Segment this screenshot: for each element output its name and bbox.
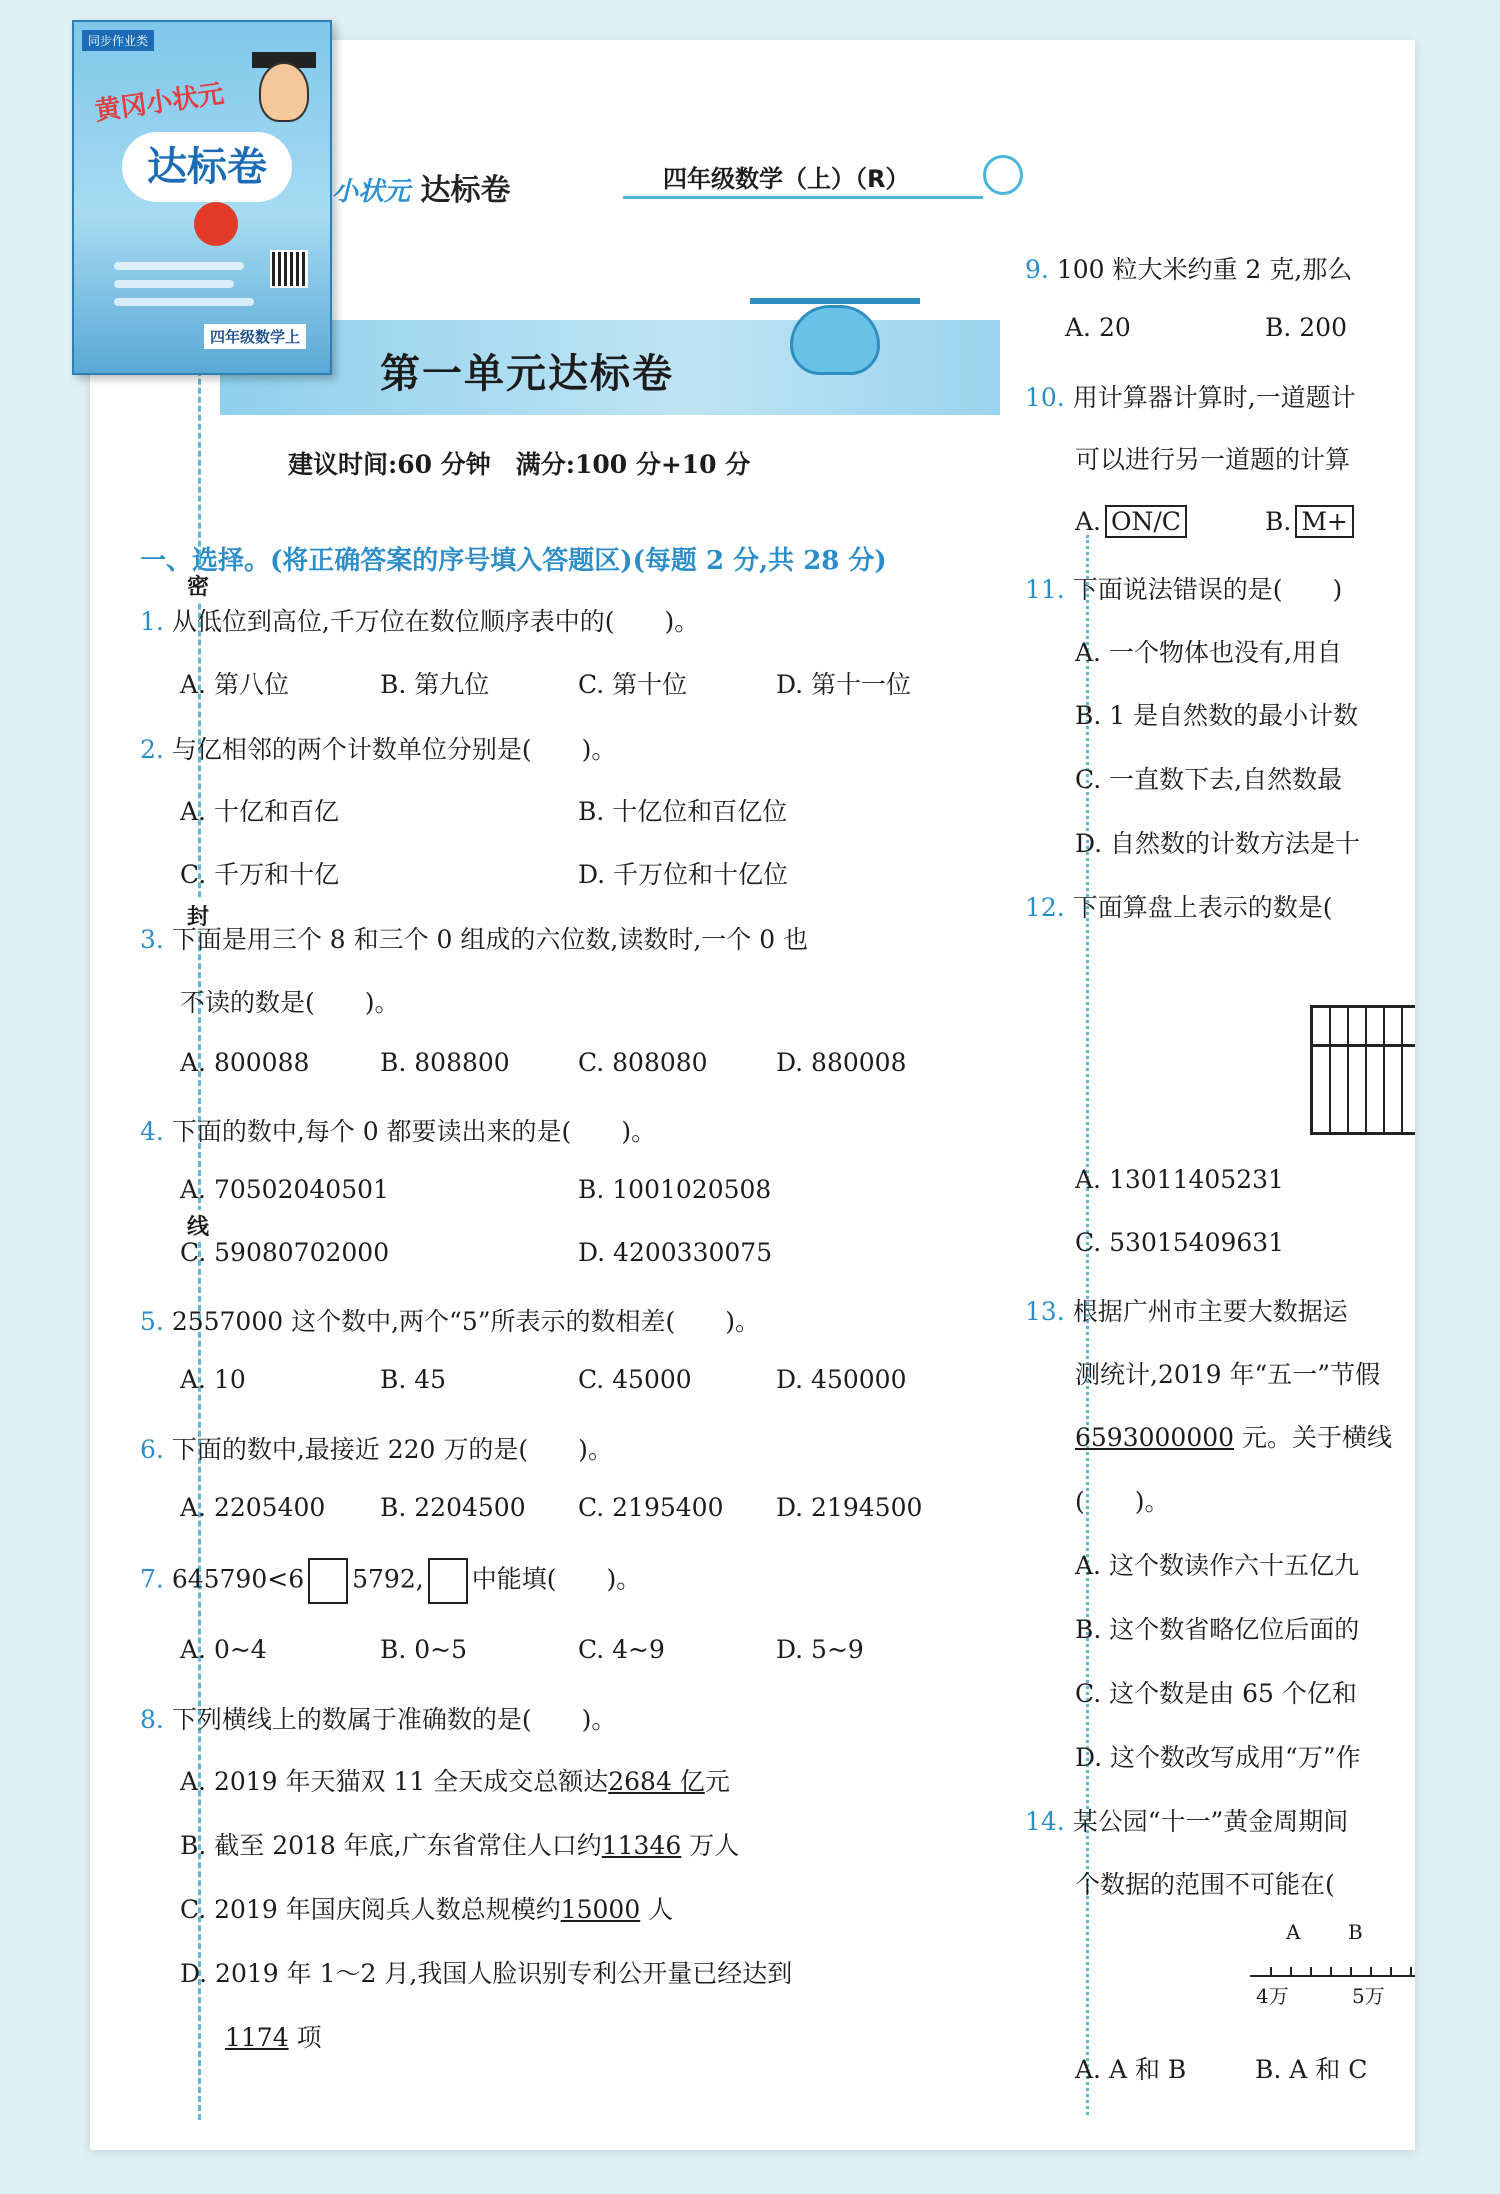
numline-tick-5wan: 5万 (1352, 1984, 1385, 2008)
cover-grade: 四年级数学上 (204, 324, 306, 349)
unit-title: 第一单元达标卷 (380, 351, 674, 397)
cover-title: 达标卷 (122, 132, 292, 202)
q14-option-b: B. A 和 C (1255, 2055, 1368, 2084)
q2-option-d: D. 千万位和十亿位 (578, 860, 789, 889)
q4-option-a: A. 70502040501 (180, 1175, 389, 1204)
q3-option-b: B. 808800 (380, 1048, 510, 1077)
question-7: 7. 645790<6 5792, 中能填( )。 (140, 1558, 641, 1604)
question-4: 4. 下面的数中,每个 0 都要读出来的是( )。 (140, 1117, 657, 1146)
q11-option-b: B. 1 是自然数的最小计数 (1075, 701, 1359, 730)
q5-option-c: C. 45000 (578, 1365, 692, 1394)
question-10: 10. 用计算器计算时,一道题计 (1025, 383, 1356, 412)
question-2: 2. 与亿相邻的两个计数单位分别是( )。 (140, 735, 617, 764)
q2-option-a: A. 十亿和百亿 (180, 797, 339, 826)
question-13-cont3: ( )。 (1075, 1487, 1170, 1516)
numline-label-b: B (1348, 1920, 1363, 1944)
question-9: 9. 100 粒大米约重 2 克,那么 (1025, 255, 1353, 284)
seal-char-feng: 封 (182, 900, 214, 931)
q10-option-b: B. M+ (1265, 505, 1354, 538)
q6-option-b: B. 2204500 (380, 1493, 526, 1522)
qr-code-icon (270, 250, 308, 288)
q13-option-c: C. 这个数是由 65 个亿和 (1075, 1679, 1357, 1708)
question-14: 14. 某公园“十一”黄金周期间 (1025, 1807, 1349, 1836)
question-10-cont: 可以进行另一道题的计算 (1075, 445, 1351, 474)
helicopter-rotor-icon (750, 298, 920, 304)
q11-option-a: A. 一个物体也没有,用自 (1075, 638, 1342, 667)
q5-option-b: B. 45 (380, 1365, 447, 1394)
q13-option-d: D. 这个数改写成用“万”作 (1075, 1743, 1361, 1772)
q8-option-b: B. 截至 2018 年底,广东省常住人口约11346 万人 (180, 1831, 740, 1860)
ball-icon (194, 202, 238, 246)
q4-option-c: C. 59080702000 (180, 1238, 390, 1267)
q2-option-b: B. 十亿位和百亿位 (578, 797, 788, 826)
q13-option-a: A. 这个数读作六十五亿九 (1075, 1551, 1359, 1580)
q6-option-a: A. 2205400 (180, 1493, 326, 1522)
seal-char-mi: 密 (182, 570, 214, 601)
q2-option-c: C. 千万和十亿 (180, 860, 340, 889)
q4-option-b: B. 1001020508 (578, 1175, 772, 1204)
q1-option-c: C. 第十位 (578, 670, 688, 699)
question-13-cont2: 6593000000 元。关于横线 (1075, 1423, 1393, 1452)
q14-option-a: A. A 和 B (1075, 2055, 1187, 2084)
cover-brand: 黄冈小状元 (92, 79, 226, 127)
boy-mascot-icon (259, 62, 309, 122)
seal-char-xian: 线 (182, 1210, 214, 1241)
q11-option-d: D. 自然数的计数方法是十 (1075, 829, 1361, 858)
q7-option-d: D. 5~9 (776, 1635, 864, 1664)
section-heading: 一、选择。(将正确答案的序号填入答题区)(每题 2 分,共 28 分) (140, 546, 887, 576)
abacus-icon (1310, 1005, 1415, 1135)
m-plus-key-icon: M+ (1295, 505, 1354, 538)
q3-option-d: D. 880008 (776, 1048, 907, 1077)
q4-option-d: D. 4200330075 (578, 1238, 773, 1267)
header-logo: 小状元 达标卷 (332, 173, 511, 208)
q6-option-c: C. 2195400 (578, 1493, 724, 1522)
cover-text-line (114, 280, 234, 288)
q12-option-c: C. 53015409631 (1075, 1228, 1285, 1257)
exam-meta: 建议时间:60 分钟 满分:100 分+10 分 (288, 450, 751, 479)
q8-option-d-cont: 1174 项 (225, 2023, 322, 2052)
q8-option-a: A. 2019 年天猫双 11 全天成交总额达2684 亿元 (180, 1767, 730, 1796)
helicopter-icon (790, 305, 880, 375)
question-13: 13. 根据广州市主要大数据运 (1025, 1297, 1348, 1326)
q7-option-b: B. 0~5 (380, 1635, 468, 1664)
q9-option-a: A. 20 (1065, 313, 1131, 342)
question-3: 3. 下面是用三个 8 和三个 0 组成的六位数,读数时,一个 0 也 (140, 925, 809, 954)
question-13-cont: 测统计,2019 年“五一”节假 (1075, 1360, 1381, 1389)
q9-option-b: B. 200 (1265, 313, 1347, 342)
q6-option-d: D. 2194500 (776, 1493, 923, 1522)
q10-option-a: A. ON/C (1075, 505, 1187, 538)
q7-option-a: A. 0~4 (180, 1635, 267, 1664)
q7-option-c: C. 4~9 (578, 1635, 665, 1664)
question-6: 6. 下面的数中,最接近 220 万的是( )。 (140, 1435, 613, 1464)
question-3-cont: 不读的数是( )。 (180, 988, 400, 1017)
grade-banner (623, 155, 983, 199)
answer-box[interactable] (428, 1558, 468, 1604)
q8-option-d: D. 2019 年 1～2 月,我国人脸识别专利公开量已经达到 (180, 1959, 793, 1988)
question-1: 1. 从低位到高位,千万位在数位顺序表中的( )。 (140, 607, 700, 636)
numline-label-a: A (1286, 1920, 1301, 1944)
number-line (1250, 1975, 1415, 1977)
cover-text-line (114, 298, 254, 306)
cover-tag: 同步作业类 (82, 30, 154, 51)
q1-option-d: D. 第十一位 (776, 670, 912, 699)
q5-option-d: D. 450000 (776, 1365, 907, 1394)
q3-option-c: C. 808080 (578, 1048, 708, 1077)
q5-option-a: A. 10 (180, 1365, 246, 1394)
q1-option-b: B. 第九位 (380, 670, 490, 699)
q12-option-a: A. 13011405231 (1075, 1165, 1284, 1194)
question-11: 11. 下面说法错误的是( ) (1025, 575, 1343, 604)
book-cover (72, 20, 332, 375)
grade-label: 四年级数学（上）（R） (663, 165, 910, 193)
q8-option-c: C. 2019 年国庆阅兵人数总规模约15000 人 (180, 1895, 674, 1924)
q13-option-b: B. 这个数省略亿位后面的 (1075, 1615, 1360, 1644)
swirl-icon (983, 155, 1023, 195)
q1-option-a: A. 第八位 (180, 670, 289, 699)
q11-option-c: C. 一直数下去,自然数最 (1075, 765, 1343, 794)
cover-text-line (114, 262, 244, 270)
question-14-cont: 个数据的范围不可能在( (1075, 1870, 1335, 1899)
question-8: 8. 下列横线上的数属于准确数的是( )。 (140, 1705, 617, 1734)
unit-title-band (220, 320, 1000, 415)
numline-tick-4wan: 4万 (1256, 1984, 1289, 2008)
question-12: 12. 下面算盘上表示的数是( (1025, 893, 1333, 922)
answer-box[interactable] (308, 1558, 348, 1604)
on-c-key-icon: ON/C (1105, 505, 1187, 538)
question-5: 5. 2557000 这个数中,两个“5”所表示的数相差( )。 (140, 1307, 761, 1336)
q3-option-a: A. 800088 (180, 1048, 310, 1077)
